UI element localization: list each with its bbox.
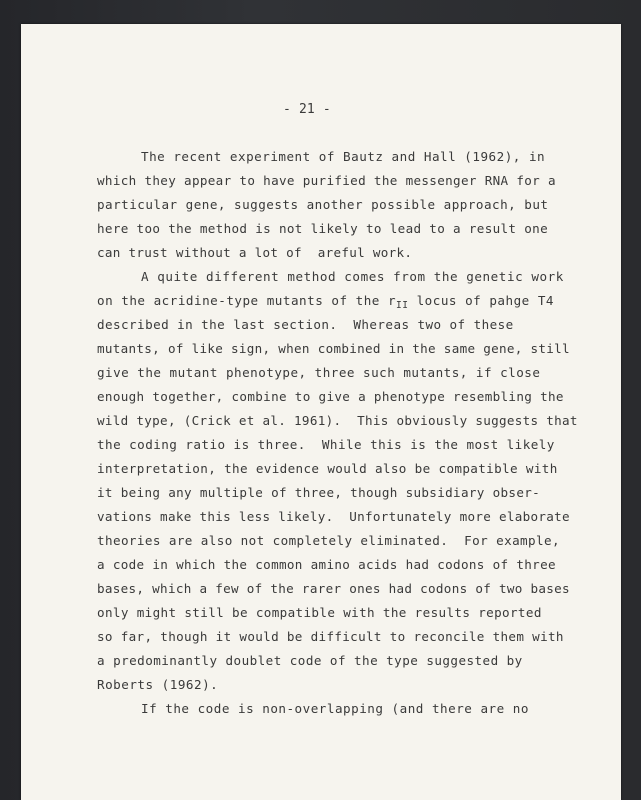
text-line-18: a code in which the common amino acids had codons of three bbox=[97, 557, 556, 572]
text-line-16: vations make this less likely. Unfortunately more elaborate bbox=[97, 509, 570, 524]
text-line-9: mutants, of like sign, when combined in the same gene, still bbox=[97, 341, 570, 356]
page-number: - 21 - bbox=[283, 102, 331, 117]
text-line-1: The recent experiment of Bautz and Hall (1962), in bbox=[141, 149, 546, 164]
text-line-19: bases, which a few of the rarer ones had codons of two bases bbox=[97, 581, 570, 596]
text-line-7-start: on the acridine-type mutants of the r bbox=[97, 293, 397, 308]
text-line-22: a predominantly doublet code of the type suggested by bbox=[97, 653, 523, 668]
locus-subscript: II bbox=[396, 300, 409, 311]
text-line-12: wild type, (Crick et al. 1961). This obviously suggests that bbox=[97, 413, 578, 428]
text-line-7 bbox=[97, 294, 554, 313]
text-line-7-end: locus of pahge T4 bbox=[408, 293, 554, 308]
text-line-21: so far, though it would be difficult to reconcile them with bbox=[97, 629, 564, 644]
text-line-13: the coding ratio is three. While this is the most likely bbox=[97, 437, 555, 452]
text-line-23: Roberts (1962). bbox=[97, 677, 219, 692]
text-line-14: interpretation, the evidence would also be compatible with bbox=[97, 461, 558, 476]
typewritten-page bbox=[21, 24, 621, 800]
text-line-11: enough together, combine to give a phenotype resembling the bbox=[97, 389, 564, 404]
text-line-17: theories are also not completely eliminated. For example, bbox=[97, 533, 560, 548]
text-line-15: it being any multiple of three, though subsidiary obser- bbox=[97, 485, 541, 500]
text-line-2: which they appear to have purified the messenger RNA for a bbox=[97, 173, 556, 188]
text-line-5: can trust without a lot of areful work. bbox=[97, 245, 413, 260]
text-line-10: give the mutant phenotype, three such mutants, if close bbox=[97, 365, 541, 380]
text-line-8: described in the last section. Whereas two of these bbox=[97, 317, 514, 332]
text-line-3: particular gene, suggests another possible approach, but bbox=[97, 197, 549, 212]
text-line-24: If the code is non-overlapping (and there are no bbox=[141, 701, 529, 716]
text-line-20: only might still be compatible with the results reported bbox=[97, 605, 542, 620]
text-line-4: here too the method is not likely to lead to a result one bbox=[97, 221, 548, 236]
text-line-6: A quite different method comes from the genetic work bbox=[141, 269, 564, 284]
